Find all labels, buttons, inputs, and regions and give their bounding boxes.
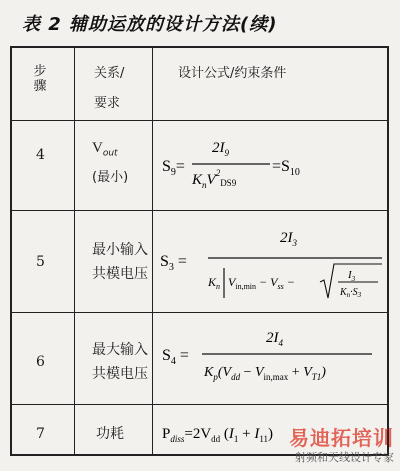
svg-text:S9=: $S_9=$ [162,158,185,178]
header-formula: 设计公式/约束条件 [178,66,287,81]
table-title: 表 2 辅助运放的设计方法(续) [22,14,278,35]
header-relation: 关系/ 要求 [94,66,125,111]
requirement: $V_{out}$ (最小) [92,140,129,185]
formula-s9 [162,132,382,196]
svg-text:S3 =: $S_3$ = [160,253,187,273]
svg-text:=S10: $=S_{10}$ [272,158,300,178]
formula-s3 [160,220,386,306]
svg-text:2I9: $2I_9$ [212,140,229,158]
svg-text:KnV2DS9: $K_nV^2_{DS9}$ [192,168,237,190]
svg-text:Kn·S3: $K_n\cdot S_3$ [340,287,362,299]
column-divider [152,48,153,454]
design-table [10,46,389,456]
svg-text:2I3: $2I_3$ [280,230,297,248]
formula-s4 [162,320,386,398]
svg-text:2I4: $2I_4$ [266,330,283,348]
row-divider [12,120,387,121]
step-number: 5 [36,254,45,270]
svg-text:S4 =: $S_4$ = [162,347,189,367]
row-divider [12,210,387,211]
step-number: 7 [36,426,45,442]
svg-text:Pdiss=2Vdd (I1 + I11): $P_{diss}=2V_{dd}$ $(I_1 + I_{11})$ [162,426,274,444]
requirement: 最大输入 共模电压 [92,342,148,382]
svg-text:Vin,min − Vss −: $V_{in,min} - V_{ss}$ − [228,275,295,291]
step-number: 4 [36,147,45,163]
column-divider [74,48,75,454]
svg-text:Kn: $K_n$ [208,275,221,291]
header-step: 步骤 [33,64,47,94]
step-number: 6 [36,354,45,370]
watermark: 易迪拓培训 射频和天线设计专家 [289,426,394,464]
requirement: 最小输入 共模电压 [92,242,148,282]
row-divider [12,404,387,405]
svg-text:Kp(Vdd − Vin,max + VT1): $K_p(V_{dd} - V_{in,max} + V_{T1})$ [204,365,326,382]
svg-text:I3: $I_3$ [348,269,356,283]
row-divider [12,312,387,313]
requirement: 功耗 [96,426,124,442]
